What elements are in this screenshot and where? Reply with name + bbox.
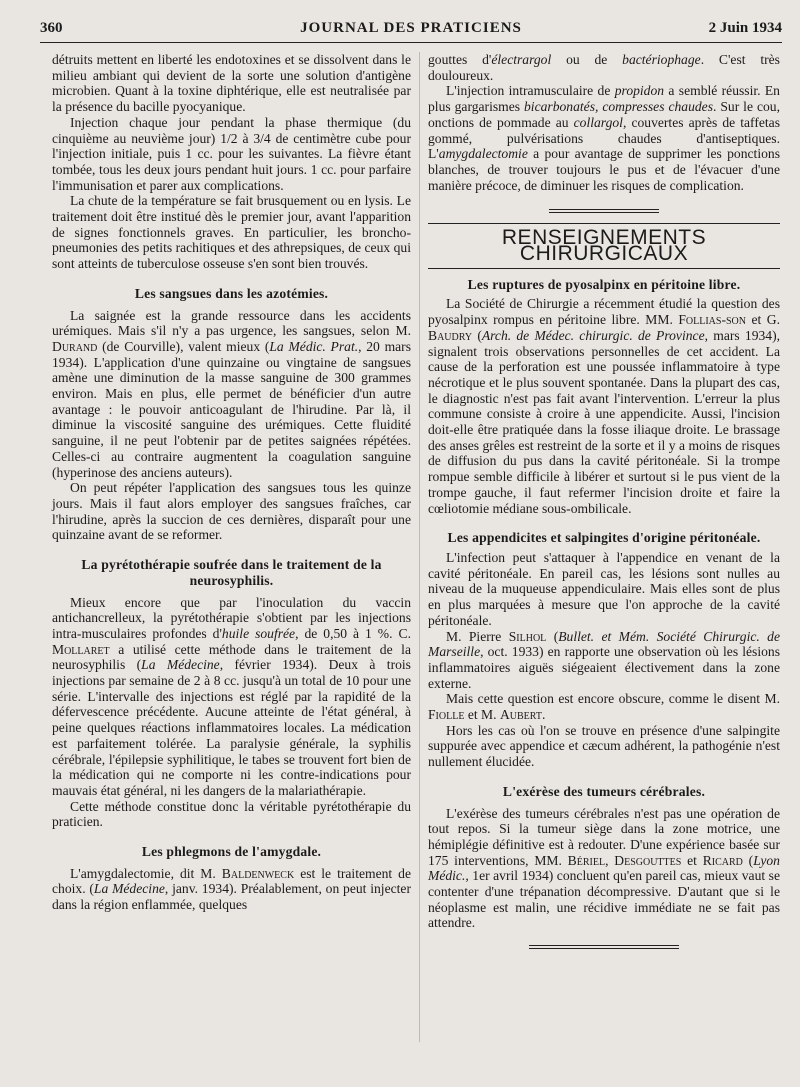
section-heading-ruptures: Les ruptures de pyosalpinx en péritoine libre. <box>467 276 741 292</box>
paragraph: La chute de la température se fait brusquement ou en lysis. Le traitement doit être institué dès le premier jour, avant l'apparition de signes fonctionnels graves. En particulier, les broncho-pneumonies des petits rachitiques et des athrepsiques, de ceux qui sont atteints de tuberculose osseuse s'en sont bien trouvés. <box>52 193 411 272</box>
section-banner <box>428 223 780 268</box>
paragraph: L'exérèse des tumeurs cérébrales n'est pas une opération de tout repos. Si la tumeur siège dans la zone motrice, une hémiplégie définitive est à redouter. D'une expérience basée sur 175 interventions, MM. Bériel, Desgouttes et Ricard (Lyon Médic., 1er avril 1934) concluent qu'en pareil cas, mieux vaut se contenter d'une trépanation décompressive. D'autant que si le néoplasme est malin, une récidive immédiate ne se fait pas attendre. <box>428 805 780 931</box>
section-title: RENSEIGNEMENTS CHIRURGICAUX <box>501 226 707 266</box>
paragraph: Hors les cas où l'on se trouve en présence d'une salpingite suppurée avec appendice et cæcum adhérent, la pathogénie n'est nullement élucidée. <box>428 722 780 770</box>
paragraph: L'infection peut s'attaquer à l'appendice en venant de la cavité péritonéale. En pareil cas, les lésions sont nulles au niveau de la muqueuse appendiculaire. Mais elles sont de plus en plus marquées à mesure que l'on approche de la cavité péritonéale. <box>428 549 780 628</box>
section-heading-pyretotherapie: La pyrétothérapie soufrée dans le traitement de la neurosyphilis. <box>81 557 382 588</box>
paragraph: L'amygdalectomie, dit M. Baldenweck est le traitement de choix. (La Médecine, janv. 1934). Préalablement, on peut injecter dans la région enflammée, quelques <box>52 865 411 913</box>
paragraph: M. Pierre Silhol (Bullet. et Mém. Société Chirurgic. de Marseille, oct. 1933) en rapporte une observation où les lésions inflammatoires aiguës siégeaient électivement dans la zone externe. <box>428 628 780 691</box>
journal-title: JOURNAL DES PRATICIENS <box>300 20 522 36</box>
end-rule <box>529 945 679 949</box>
section-heading-phlegmons: Les phlegmons de l'amygdale. <box>141 844 322 860</box>
paragraph: gouttes d'électrargol ou de bactériophage. C'est très douloureux. <box>428 52 780 83</box>
header-rule <box>40 42 782 43</box>
paragraph: La saignée est la grande ressource dans les accidents urémiques. Mais s'il n'y a pas urgence, les sangsues, selon M. Durand (de Courville), valent mieux (La Médic. Prat., 20 mars 1934). L'application d'une quinzaine ou vingtaine de sangsues amène une diminution de la masse sanguine de 300 grammes environ. Mais en plus, elle permet de bénéficier d'un autre avantage : le pouvoir anticoagulant de l'hirudine. Par là, il diminue la viscosité sanguine des urémiques. Cette fluidité sanguine, il ne peut l'obtenir par de petites saignées répétées. Celles-ci au contraire augmentent la coagulation sanguine (hyperinose des anciens auteurs). <box>52 307 411 480</box>
section-heading-sangsues: Les sangsues dans les azotémies. <box>134 285 329 301</box>
paragraph: On peut répéter l'application des sangsues tous les quinze jours. Mais il faut alors employer des sangsues fraîches, car l'hirudine, après la succion de ces dernières, disparaît pour une quinzaine avant de se reformer. <box>52 480 411 543</box>
right-column <box>428 52 780 949</box>
paragraph: La Société de Chirurgie a récemment étudié la question des pyosalpinx rompus en péritoine libre. MM. Follias-son et G. Baudry (Arch. de Médec. chirurgic. de Province, mars 1934), signalent trois observations personnelles de cet accident. La cause de la perforation est une poussée inflammatoire à type nécrotique et le plus souvent spontanée. Dans la plupart des cas, le diagnostic n'est pas fait avant l'intervention. L'erreur la plus commune consiste à croire à une appendicite. Aussi, l'incision doit-elle être pratiquée dans la fosse iliaque droite. Le brassage des anses grêles est restreint de la sorte et il y a moins de risques de diffusion du pus dans la cavité péritonéale. Si la trompe rompue semble difficile à libérer et surtout si le pus vient de la trompe gauche, il faut refermer l'incision droite et faire la cœliotomie médiane sous-ombilicale. <box>428 296 781 516</box>
paragraph: détruits mettent en liberté les endotoxines et se dissolvent dans le milieu ambiant qui devient de la sorte une solution d'antigène microbien. Quant à la toxine diphtérique, elle est neutralisée par la présence du bacille pyocyanique. <box>52 52 411 115</box>
left-column <box>52 52 411 913</box>
paragraph: Mais cette question est encore obscure, comme le disent M. Fiolle et M. Aubert. <box>428 691 780 723</box>
section-heading-appendicites: Les appendicites et salpingites d'origine péritonéale. <box>447 530 761 546</box>
paragraph: L'injection intramusculaire de propidon a semblé réussir. En plus gargarismes bicarbonatés, compresses chaudes. Sur le cou, onctions de pommade au collargol, couvertes après de taffetas gommé, pulvérisations chaudes d'antiseptiques. L'amygdalectomie a pour avantage de supprimer les ponctions blanches, de trouver toujours le pus et de l'évacuer d'une manière précoce, de diminuer les risques de complication. <box>428 83 780 193</box>
paragraph: Mieux encore que par l'inoculation du vaccin antichancrelleux, la pyrétothérapie s'obtient par les injections intra-musculaires profondes d'huile soufrée, de 0,50 à 1 %. C. Mollaret a utilisé cette méthode dans le traitement de la neurosyphilis (La Médecine, février 1934). Deux à trois injections par semaine de 2 à 8 cc. jusqu'à un total de 10 pour une série. L'intervalle des injections est réglé par la rapidité de la défervescence précédente. Aucune atteinte de l'état général, à peine quelques réactions inflammatoires locales. La médication est parfaitement tolérée. La paralysie générale, la syphilis cérébrale, l'épilepsie syphilitique, le tabes se trouvent fort bien de la médication qui ne comporte ni les contre-indications pour mauvais état général, ni les dangers de la malariathérapie. <box>52 594 411 798</box>
column-divider <box>419 52 420 1042</box>
page-header <box>40 20 782 40</box>
paragraph: Injection chaque jour pendant la phase thermique (du cinquième au neuvième jour) 1/2 à 3/4 de centimètre cube pour l'injection initiale, puis 1 cc. pour les suivantes. La fièvre étant tombée, tous les deux jours pendant huit jours. 1 cc. pour parfaire l'immunisation et parer aux complications. <box>52 114 411 193</box>
paragraph: Cette méthode constitue donc la véritable pyrétothérapie du praticien. <box>52 798 411 830</box>
decorative-rule <box>549 209 659 213</box>
section-heading-exerese: L'exérèse des tumeurs cérébrales. <box>502 783 706 799</box>
page-number: 360 <box>40 20 63 36</box>
issue-date: 2 Juin 1934 <box>708 20 782 36</box>
